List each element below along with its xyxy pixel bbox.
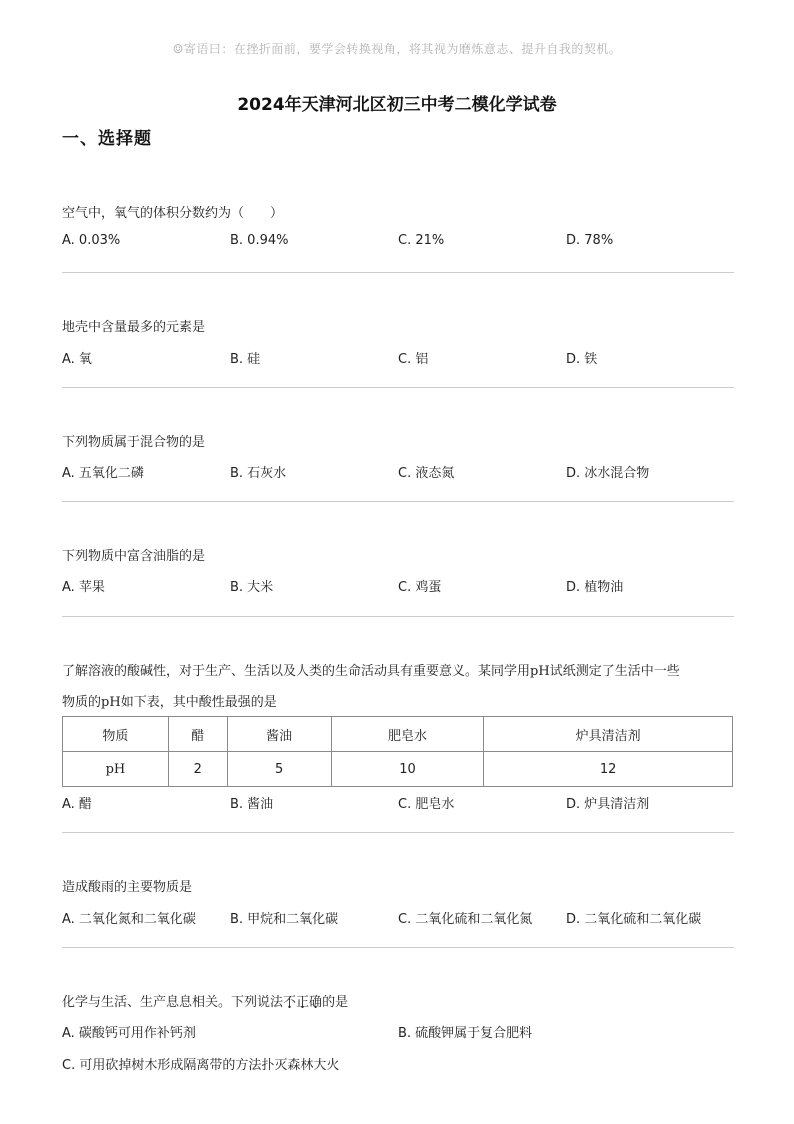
question-7-stem (62, 991, 348, 1010)
stem-text: 的是 (322, 995, 349, 1010)
question-1-stem: 空气中，氧气的体积分数约为（ ） (62, 206, 284, 221)
option-d[interactable]: D. 植物油 (566, 580, 624, 595)
table-row (63, 752, 733, 787)
option-a[interactable]: A. 二氧化氮和二氧化碳 (62, 912, 196, 927)
section-heading: 一、选择题 (62, 129, 152, 149)
emphasis-char: 正 (296, 995, 310, 1010)
question-divider (62, 387, 734, 388)
emphasis-char: 不 (283, 995, 297, 1010)
option-c[interactable]: C. 21% (398, 233, 445, 248)
table-header-cell: 肥皂水 (331, 717, 484, 752)
table-cell: pH (63, 752, 169, 787)
table-header-cell: 醋 (168, 717, 227, 752)
option-a[interactable]: A. 苹果 (62, 580, 105, 595)
option-d[interactable]: D. 78% (566, 233, 614, 248)
question-divider (62, 501, 734, 502)
question-5-stem-line-2 (62, 691, 277, 710)
option-a[interactable]: A. 醋 (62, 797, 92, 812)
stem-text: 如下表，其中酸性最强的是 (120, 695, 277, 710)
option-d[interactable]: D. 铁 (566, 352, 598, 367)
option-c[interactable]: C. 鸡蛋 (398, 580, 442, 595)
option-c[interactable]: C. 二氧化硫和二氧化氮 (398, 912, 533, 927)
ph-term: pH (530, 664, 550, 679)
table-header-row (63, 717, 733, 752)
question-6-stem: 造成酸雨的主要物质是 (62, 880, 193, 895)
option-a[interactable]: A. 氧 (62, 352, 92, 367)
question-divider (62, 272, 734, 273)
question-6-options (62, 908, 734, 928)
option-a[interactable]: A. 0.03% (62, 233, 121, 248)
table-cell: 2 (168, 752, 227, 787)
question-4-stem: 下列物质中富含油脂的是 (62, 549, 206, 564)
ph-term: pH (101, 695, 121, 710)
question-3-stem: 下列物质属于混合物的是 (62, 435, 206, 450)
option-a[interactable]: A. 五氧化二磷 (62, 466, 144, 481)
stem-text: 物质的 (62, 695, 102, 710)
option-b[interactable]: B. 硫酸钾属于复合肥料 (398, 1026, 533, 1041)
question-3-options (62, 462, 734, 482)
option-b[interactable]: B. 酱油 (230, 797, 274, 812)
emphasis-char: 确 (309, 995, 323, 1010)
table-cell: 5 (227, 752, 331, 787)
table-header-cell: 物质 (63, 717, 169, 752)
stem-text: 化学与生活、生产息息相关。下列说法 (62, 995, 284, 1010)
question-7-options-row-2 (62, 1054, 734, 1074)
stem-text: 试纸测定了生活中一些 (549, 664, 680, 679)
option-b[interactable]: B. 0.94% (230, 233, 289, 248)
ph-table (62, 716, 733, 787)
option-c[interactable]: C. 肥皂水 (398, 797, 455, 812)
question-7-options-row-1 (62, 1022, 734, 1042)
table-header-cell: 酱油 (227, 717, 331, 752)
option-a[interactable]: A. 碳酸钙可用作补钙剂 (62, 1026, 196, 1041)
question-5-options (62, 793, 734, 813)
exam-title: 2024年天津河北区初三中考二模化学试卷 (237, 95, 557, 115)
option-d[interactable]: D. 炉具清洁剂 (566, 797, 650, 812)
table-header-cell: 炉具清洁剂 (484, 717, 733, 752)
option-c[interactable]: C. 液态氮 (398, 466, 455, 481)
question-2-options (62, 348, 734, 368)
stem-text: 了解溶液的酸碱性，对于生产、生活以及人类的生命活动具有重要意义。某同学用 (62, 664, 531, 679)
question-5-stem-line-1 (62, 660, 680, 679)
question-divider (62, 832, 734, 833)
table-cell: 12 (484, 752, 733, 787)
option-d[interactable]: D. 冰水混合物 (566, 466, 650, 481)
option-b[interactable]: B. 硅 (230, 352, 261, 367)
option-d[interactable]: D. 二氧化硫和二氧化碳 (566, 912, 702, 927)
question-2-stem: 地壳中含量最多的元素是 (62, 320, 206, 335)
header-motto: ☺寄语曰：在挫折面前，要学会转换视角，将其视为磨炼意志、提升自我的契机。 (172, 42, 622, 56)
option-b[interactable]: B. 石灰水 (230, 466, 287, 481)
option-c[interactable]: C. 铝 (398, 352, 429, 367)
question-divider (62, 947, 734, 948)
option-b[interactable]: B. 大米 (230, 580, 274, 595)
question-4-options (62, 576, 734, 596)
option-b[interactable]: B. 甲烷和二氧化碳 (230, 912, 339, 927)
question-divider (62, 616, 734, 617)
question-1-options (62, 233, 734, 253)
option-c[interactable]: C. 可用砍掉树木形成隔离带的方法扑灭森林大火 (62, 1058, 340, 1073)
table-cell: 10 (331, 752, 484, 787)
